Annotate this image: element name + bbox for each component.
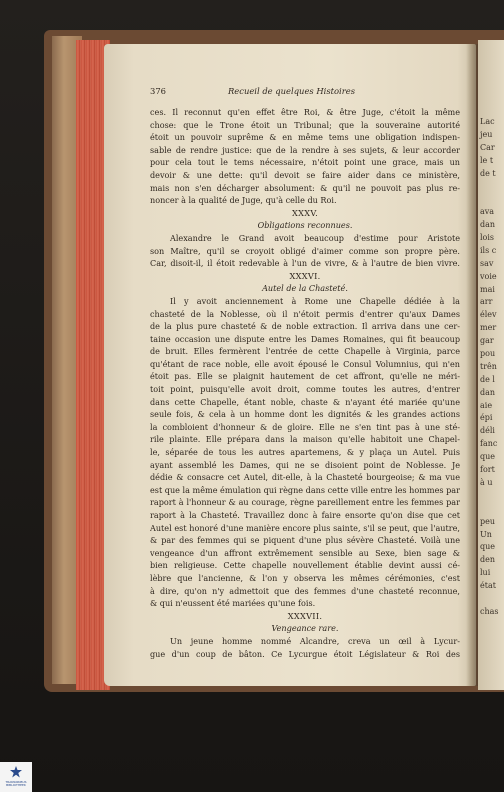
text-line: Obligations reconnues. [257,220,353,231]
text-line: étoit pas. Elle se plaignit hautement de cet affront, qu'elle ne méri- [150,371,460,382]
right-page-fragment: de t [480,168,496,178]
right-page-fragment: que [480,452,496,462]
text-line: qu'étant de race noble, elle avoit épousé le Consul Volumnius, qui n'en [150,358,460,369]
text-line: devoir & une dette: qu'il devoit se faire aider dans ce ministère, [150,169,460,180]
text-line: rile plainte. Elle prépara dans la maison qu'elle habitoit une Chapel- [150,434,460,445]
running-title: Recueil de quelques Histoires [228,86,355,96]
right-page-fragment: Car [480,142,495,152]
text-line: ces. Il reconnut qu'en effet être Roi, & être Juge, c'étoit la même [150,107,460,117]
text-line: Autel de la Chasteté. [262,283,348,294]
text-line: bien religieuse. Cette chapelle nouvellement établie devint aussi cé- [150,560,460,571]
right-page-fragment: arr [480,297,493,307]
text-line: sable de rendre justice: que de la rendre à ses sujets, & leur accorder [150,144,460,155]
text-line: dans cette Chapelle, étant noble, chaste & n'ayant été mariée qu'une [150,396,460,407]
right-page-fragment [480,503,499,516]
text-line: le, séparée de tous les autres apartemens, & y plaça un Autel. Puis [150,447,460,458]
library-logo [0,762,32,792]
text-line: mais non s'en décharger absolument: & qu'il ne pouvoit pas plus re- [150,182,460,193]
library-logo-icon [7,765,25,781]
text-line: noncer à la qualité de Juge, qu'à celle du Roi. [150,195,337,206]
text-line: dédie & consacre cet Autel, dit-elle, à la Chasteté bourgeoise; & ma vue [150,472,460,483]
right-page-fragment: gar [480,336,494,346]
text-line: Autel est honoré d'une manière encore plus sainte, s'il se peut, que l'autre, [150,522,460,533]
text-line: son Maître, qu'il se croyoit obligé d'aimer comme son propre père. [150,245,460,256]
text-line: XXXV. [291,207,319,218]
right-page-fragment: épi [480,413,493,423]
right-page-fragment: à u [480,477,493,487]
right-page-fragment: dan [480,220,496,230]
text-line: chasteté de la Noblesse, où il n'étoit permis d'entrer qu'aux Dames [150,308,460,319]
right-page-fragment: que [480,542,496,552]
right-page-fragment [480,193,499,206]
right-page-fragment: den [480,555,496,565]
right-page-fragment [480,180,499,193]
right-page-fragment: de l [480,374,495,384]
right-page-fragment: état [480,581,496,591]
text-line: est que la même émulation qui règne dans cette ville entre les hommes par [150,484,460,495]
text-line: pour cela tout le tems nécessaire, n'étoit point une grace, mais un [150,157,460,168]
text-line: XXXVI. [289,270,321,281]
text-line: de bruit. Elles fermèrent l'entrée de cette Chapelle à Virginia, parce [150,346,460,357]
text-line: & par des femmes qui se piquent d'une plus sévère Chasteté. Voilà une [150,535,460,546]
text-line: vengeance d'un affront extrêmement sensible au Sexe, bien sage & [150,547,460,558]
right-page-fragment: lui [480,568,491,578]
text-line: seule fois, & cela à un homme dont les dignités & les grandes actions [150,409,460,420]
right-page-fragment: jeu [480,129,493,139]
right-page-fragment: fort [480,465,495,475]
text-line: taine occasion une dispute entre les Dames Romaines, qui fit beaucoup [150,333,460,344]
page-header [150,86,460,100]
text-line: lèbre que l'ancienne, & l'on y observa les mêmes cérémonies, c'est [150,572,460,583]
right-page-text [480,116,499,619]
right-page-fragment: déli [480,426,495,436]
right-page-fragment: chas [480,606,499,616]
text-line: raport à l'honneur & au courage, règne pareillement entre les femmes par [150,497,460,508]
right-page-fragment: pou [480,349,496,359]
right-page-fragment: fanc [480,439,498,449]
text-line: Alexandre le Grand avoit beaucoup d'estime pour Aristote [170,232,460,243]
right-page-fragment: lois [480,233,495,243]
text-line: XXXVII. [287,610,323,621]
text-line: étoit un pouvoir suprême & en même tems une obligation indispen- [150,132,460,143]
right-page-fragment: dan [480,387,496,397]
text-line: de la plus pure chasteté & de noble extraction. Il arriva dans une cer- [150,321,460,332]
right-page-fragment: voie [480,271,497,281]
right-page-fragment: trên [480,361,497,371]
right-page-fragment: aie [480,400,493,410]
text-line: Un jeune homme nommé Alcandre, creva un œil à Lycur- [170,635,460,646]
text-line: toit point, puisqu'elle avoit droit, comme toutes les autres, d'entrer [150,384,460,395]
text-line: la combloient d'honneur & de gloire. Elle ne s'en tint pas à une sté- [150,421,460,432]
right-page-fragment: peu [480,516,496,526]
text-line: Vengeance rare. [271,623,339,634]
text-line: gue d'un coup de bâton. Ce Lycurgue étoit Législateur & Roi des [150,648,460,659]
text-line: & qui n'eussent été mariées qu'une fois. [150,598,316,609]
right-page [478,40,504,690]
text-line: ayant assemblé les Dames, qui ne se disoient point de Noblesse. Je [150,459,460,470]
right-page-fragment: sav [480,258,494,268]
text-line: Car, disoit-il, il étoit redevable à l'un de vivre, & à l'autre de bien vivre. [150,258,460,269]
text-line: Il y avoit anciennement à Rome une Chapelle dédiée à la [170,295,460,306]
right-page-fragment: mai [480,284,495,294]
right-page-fragment: élev [480,310,497,320]
right-page-fragment [480,490,499,503]
right-page-fragment: Un [480,529,492,539]
text-line: raport à la Chasteté. Travaillez donc à faire ensorte qu'on dise que cet [150,510,460,520]
right-page-fragment: mer [480,323,497,333]
text-block [150,106,460,660]
right-page-fragment: ava [480,207,495,217]
right-page-fragment: Lac [480,117,495,126]
right-page-fragment [480,593,499,606]
right-page-fragment: le t [480,155,494,165]
text-line: à dire, qu'on n'y admettoit que des femmes d'une chasteté reconnue, [150,585,460,596]
text-line: chose: que le Trone étoit un Tribunal; que la souveraine autorité [150,119,460,130]
library-logo-text: TRANSKRIBUS BIBLIOTHEEK [5,780,27,788]
right-page-fragment: ils c [480,245,497,255]
page-number: 376 [150,86,166,96]
